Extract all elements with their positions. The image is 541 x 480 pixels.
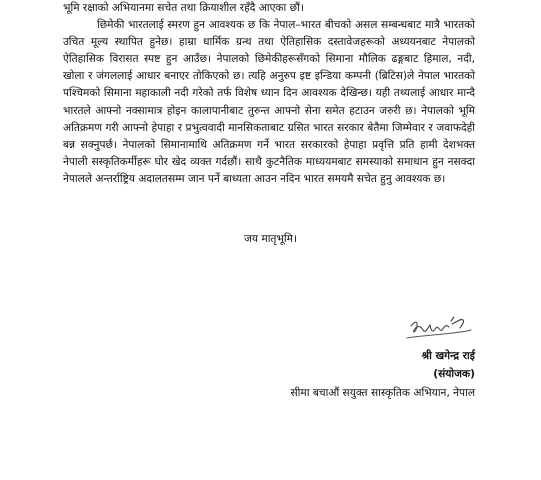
closing-salutation: जय मातृभूमि। <box>243 233 298 245</box>
letter-paragraph-2: छिमेकी भारतलाई स्मरण हुन आवश्यक छ कि नेपाल–भारत बीचको असल सम्बन्धबाट मात्रै भारतको उचित मूल्य स्थापित हुनेछ। हाम्रा धार्मिक ग्रन्थ तथा ऐतिहासिक दस्तावेजहरूको अध्ययनबाट नेपालको ऐतिहासिक विरासत स्पष्ट हुन आउँछ। नेपालको छिमेकीहरूसँगको सिमाना मौलिक ढङ्गबाट हिमाल, नदी, खोला र जंगललाई आधार बनाएर तोकिएको छ। त्यहि अनुरुप इष्ट इन्डिया कम्पनी (ब्रिटिस)ले नेपाल भारतको पश्चिमको सिमाना महाकाली नदी गरेको तर्फ विशेष ध्यान दिन आवश्यक देखिन्छ। यही तथ्यलाई आधार मान्दै भारतले आफ्नो नक्सामात्र होइन कालापानीबाट तुरुन्त आफ्नो सेना समेत हटाउन जरुरी छ। नेपालको भूमि अतिक्रमण गरी आफ्नो हेपाहा र प्रभुत्ववादी मानसिकताबाट ग्रसित भारत सरकार बेतैमा जिम्मेवार र जवाफदेही बन्न सक्नुपर्छ। नेपालको सिमानामाथि अतिक्रमण गर्ने भारत सरकारको हेपाहा प्रवृत्ति प्रति हामी देशभक्त नेपाली सस्कृतिकर्मीहरू घोर खेद व्यक्त गर्दछौं। साथै कुटनैतिक माध्ययमबाट समस्याको समाधान हुन नसक्दा नेपालले अन्तर्राष्ट्रिय अदालतसम्म जान पर्ने बाध्यता आउन नदिन भारत समयमै सचेत हुनु आवश्यक छ। <box>63 19 475 185</box>
signatory-organization: सीमा बचाऔं सयुक्त सास्कृतिक अभियान, नेपाल <box>290 387 475 399</box>
letter-paragraph-1: भूमि रक्षाको अभियानमा सचेत तथा क्रियाशील रहँदै आएका छौं। <box>63 2 304 14</box>
handwritten-signature <box>405 312 475 344</box>
signatory-name: श्री खगेन्द्र राई <box>421 350 475 362</box>
signatory-role: (संयोजक) <box>433 368 475 380</box>
letter-body <box>63 0 475 188</box>
